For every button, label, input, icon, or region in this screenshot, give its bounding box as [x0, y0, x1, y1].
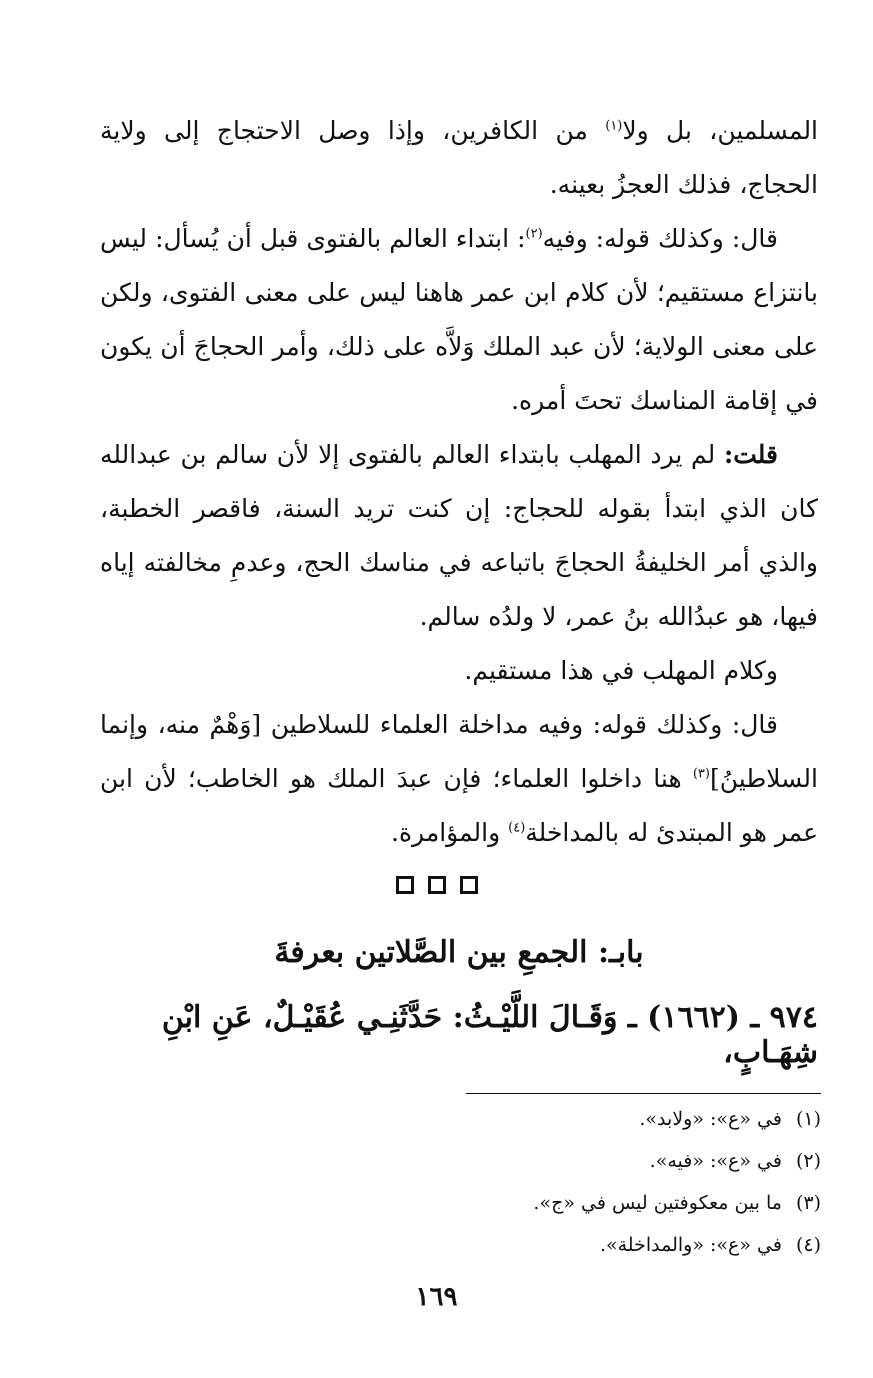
paragraph: [100, 428, 818, 644]
footnote-number: (٤): [795, 1234, 821, 1256]
footnote-text: ما بين معكوفتين ليس في «ج».: [533, 1192, 782, 1214]
text-run: هنا داخلوا العلماء؛ فإن عبدَ الملك هو الخاطب؛ لأن ابن عمر هو المبتدئ له بالمداخلة: [100, 764, 818, 847]
chapter-title: بابـ: الجمعِ بين الصَّلاتين بعرفةَ: [274, 935, 644, 970]
separator-square: [460, 876, 478, 894]
page-number: ١٦٩: [415, 1282, 458, 1312]
paragraph: [100, 104, 818, 212]
separator-square: [396, 876, 414, 894]
footnotes: [121, 1098, 821, 1266]
paragraph: [100, 698, 818, 860]
hadith-heading: ٩٧٤ ـ (١٦٦٢) ـ وَقَـالَ اللَّيْـثُ: حَدَّثَنِـي عُقَيْـلٌ، عَنِ ابْنِ شِهَـابٍ،: [161, 1000, 818, 1070]
footnote-number: (١): [795, 1108, 821, 1130]
text-run: وكلام المهلب في هذا مستقيم.: [464, 656, 778, 685]
footnote-marker: (١): [605, 118, 623, 134]
footnote: [121, 1224, 821, 1266]
text-run: قال: وكذلك قوله: وفيه: [542, 224, 778, 253]
footnote-marker: (٤): [508, 820, 526, 836]
footnote-marker: (٢): [525, 226, 543, 242]
section-separator: [0, 876, 873, 894]
footnote: [121, 1098, 821, 1140]
paragraph: [100, 212, 818, 428]
separator-square: [428, 876, 446, 894]
footnote-text: في «ع»: «ولابد».: [639, 1108, 782, 1130]
footnote-text: في «ع»: «والمداخلة».: [599, 1234, 782, 1256]
text-run: المسلمين، بل ولا: [622, 116, 819, 145]
text-run: والمؤامرة.: [391, 818, 509, 847]
text-run: من الكافرين، وإذا وصل الاحتجاج إلى ولاية الحجاج، فذلك العجزُ بعينه.: [100, 116, 818, 199]
text-run: : ابتداء العالم بالفتوى قبل أن يُسأل: ليس بانتزاع مستقيم؛ لأن كلام ابن عمر هاهنا ليس على معنى الفتوى، ولكن على معنى الولاية؛ لأن عبد الملك وَلاَّه على ذلك، وأمر الحجاجَ أن يكون في إقامة المناسك تحتَ أمره.: [100, 224, 818, 415]
footnote-number: (٣): [795, 1192, 821, 1214]
footnote-text: في «ع»: «فيه».: [649, 1150, 782, 1172]
text-run: قلت:: [723, 440, 778, 469]
footnote-marker: (٣): [692, 766, 710, 782]
text-run: قال: وكذلك قوله: وفيه مداخلة العلماء للسلاطين [وَهْمٌ منه، وإنما السلاطينُ]: [100, 710, 818, 793]
footnote-number: (٢): [795, 1150, 821, 1172]
footnote: [121, 1140, 821, 1182]
paragraph: [100, 644, 818, 698]
text-run: لم يرد المهلب بابتداء العالم بالفتوى إلا لأن سالم بن عبدالله كان الذي ابتدأ بقوله للحجاج: إن كنت تريد السنة، فاقصر الخطبة، والذي أمر الخليفةُ الحجاجَ باتباعه في مناسك الحج، وعدمِ مخالفته إياه فيها، هو عبدُالله بنُ عمر، لا ولدُه سالم.: [100, 440, 818, 631]
footnote-divider: [466, 1093, 821, 1094]
footnote: [121, 1182, 821, 1224]
body-text: [100, 104, 818, 860]
